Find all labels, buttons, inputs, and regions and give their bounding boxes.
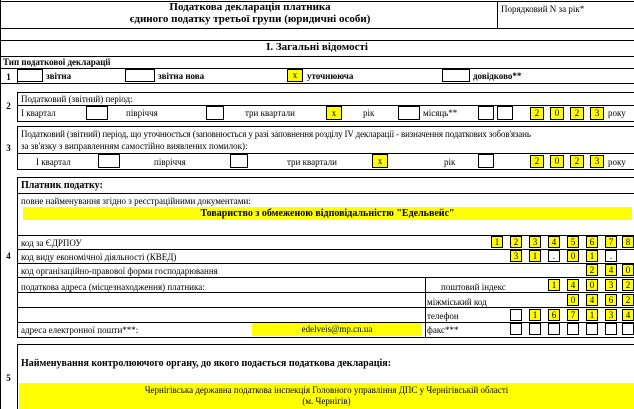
intercity-digit[interactable]: 4 [586, 294, 598, 306]
kved-digit[interactable]: . [548, 250, 560, 262]
phone-digit[interactable]: 6 [548, 309, 560, 321]
period-label: Податковий (звітний) період: [21, 94, 133, 104]
postal-code-label: поштовий індекс [441, 282, 506, 292]
clarified-three-quarters: три квартали [287, 157, 337, 167]
period-month: місяць** [423, 108, 458, 118]
koppf-digit[interactable]: 2 [586, 264, 598, 276]
intercity-digit[interactable]: 0 [567, 294, 579, 306]
period-box-month2[interactable] [497, 106, 513, 120]
email-label: адреса електронної пошти***: [21, 325, 139, 335]
period-half-year: півріччя [126, 108, 158, 118]
koppf-digit[interactable]: 0 [622, 264, 634, 276]
kved-digit[interactable]: 3 [510, 250, 522, 262]
edrpou-digit[interactable]: 1 [491, 236, 503, 248]
year-label: року [608, 157, 626, 167]
company-name-field[interactable]: Товариство з обмеженою відповідальністю "Едельвейс" [23, 207, 632, 220]
clarified-q1: I квартал [36, 157, 71, 167]
row-number-5: 5 [6, 373, 11, 383]
option-clarifying: уточнююча [307, 71, 354, 81]
declaration-type-box-clarifying[interactable]: х [287, 69, 303, 82]
option-reference: довідково** [473, 71, 522, 81]
year-digit[interactable]: 3 [590, 155, 604, 168]
taxpayer-title: Платник податку: [21, 180, 103, 191]
email-field[interactable]: edelveis@mp.cn.ua [252, 323, 422, 336]
fax-digit[interactable] [529, 323, 541, 335]
edrpou-digit[interactable]: 5 [567, 236, 579, 248]
koppf-digit[interactable]: 4 [605, 264, 617, 276]
period-box-three-quarters[interactable]: х [326, 106, 342, 120]
year-digit[interactable]: 2 [530, 155, 544, 168]
kved-digit[interactable]: 1 [529, 250, 541, 262]
intercity-digit[interactable]: 2 [622, 294, 634, 306]
clarified-box-q1[interactable] [98, 154, 120, 168]
declaration-type-box-new[interactable] [125, 69, 155, 82]
edrpou-digit[interactable]: 7 [605, 236, 617, 248]
phone-digit[interactable]: 7 [567, 309, 579, 321]
clarified-period-text-1: Податковий (звітний) період, що уточнюється (заповнюється у разі заповнення розділу IV декларації - визначення податкових зобов'язань [21, 129, 531, 139]
edrpou-digit[interactable]: 3 [529, 236, 541, 248]
edrpou-digit[interactable]: 4 [548, 236, 560, 248]
intercity-digit[interactable]: 6 [605, 294, 617, 306]
row-number-2: 2 [6, 101, 11, 111]
authority-title: Найменування контролюючого органу, до якого подається податкова декларація: [21, 358, 392, 369]
phone-digit[interactable]: 4 [622, 309, 634, 321]
clarified-year: рік [444, 157, 456, 167]
fax-digit[interactable] [622, 323, 634, 335]
edrpou-digit[interactable]: 8 [622, 236, 634, 248]
option-reporting-new: звітна нова [158, 71, 205, 81]
declaration-type-label: Тип податкової декларації [3, 57, 111, 67]
phone-digit[interactable]: 3 [605, 309, 617, 321]
postal-digit[interactable]: 2 [622, 279, 634, 291]
period-year: рік [363, 108, 375, 118]
period-box-month[interactable] [478, 106, 494, 120]
form-title-line2: єдиного податку третьої групи (юридичні особи) [129, 13, 371, 25]
fullname-label: повне найменування згідно з реєстраційними документами: [21, 196, 251, 206]
fax-digit[interactable] [510, 323, 522, 335]
phone-digit[interactable]: 1 [529, 309, 541, 321]
serial-number-label: Порядковий N за рік* [501, 4, 585, 14]
period-box-q1[interactable] [86, 106, 108, 120]
clarified-box-half-year[interactable] [230, 154, 248, 168]
declaration-type-box-reporting[interactable] [17, 69, 43, 82]
koppf-label: код організаційно-правової форми господарювання [21, 266, 218, 276]
postal-digit[interactable]: 4 [567, 279, 579, 291]
row-number-3: 3 [6, 143, 11, 153]
period-q1: I квартал [21, 108, 56, 118]
fax-label: факс*** [427, 325, 459, 335]
phone-digit-empty[interactable] [510, 309, 522, 321]
kved-digit[interactable]: . [605, 250, 617, 262]
year-digit[interactable]: 0 [550, 107, 564, 120]
declaration-type-box-reference[interactable] [442, 69, 470, 82]
period-three-quarters: три квартали [245, 108, 295, 118]
fax-digit[interactable] [605, 323, 617, 335]
authority-line2: (м. Чернігів) [302, 396, 351, 406]
row-number-1: 1 [6, 72, 11, 82]
kved-digit[interactable]: 0 [567, 250, 579, 262]
fax-digit[interactable] [548, 323, 560, 335]
year-digit[interactable]: 3 [590, 107, 604, 120]
phone-label: телефон [427, 311, 459, 321]
fax-digit[interactable] [567, 323, 579, 335]
row-number-4: 4 [6, 251, 11, 261]
fax-digit[interactable] [586, 323, 598, 335]
serial-number-field[interactable] [598, 2, 632, 26]
period-box-year[interactable] [398, 106, 420, 120]
year-digit[interactable]: 2 [530, 107, 544, 120]
year-digit[interactable]: 2 [570, 155, 584, 168]
postal-digit[interactable]: 3 [605, 279, 617, 291]
postal-digit[interactable]: 1 [548, 279, 560, 291]
edrpou-label: код за ЄДРПОУ [21, 238, 82, 248]
kved-digit[interactable]: 1 [586, 250, 598, 262]
year-digit[interactable]: 0 [550, 155, 564, 168]
authority-line1: Чернігівська державна податкова інспекція Головного управління ДПС у Чернігівській області [144, 385, 509, 395]
postal-digit[interactable]: 0 [586, 279, 598, 291]
clarified-box-three-quarters[interactable]: х [372, 154, 388, 168]
phone-digit[interactable]: 1 [586, 309, 598, 321]
clarified-half-year: півріччя [154, 157, 186, 167]
year-digit[interactable]: 2 [570, 107, 584, 120]
section-title: І. Загальні відомості [266, 41, 368, 53]
intercity-code-label: міжміський код [427, 297, 487, 307]
address-label: податкова адреса (місцезнаходження) платника: [21, 282, 205, 292]
kved-label: код виду економічної діяльності (КВЕД) [21, 252, 177, 262]
option-reporting: звітна [46, 71, 72, 81]
clarified-period-text-2: за зв'язку з виправленням самостійно виявлених помилок): [21, 141, 248, 151]
period-box-half-year[interactable] [206, 106, 224, 120]
year-label: року [608, 108, 626, 118]
form-title-line1: Податкова декларація платника [169, 1, 331, 13]
edrpou-digit[interactable]: 6 [586, 236, 598, 248]
clarified-box-year[interactable] [478, 154, 494, 168]
edrpou-digit[interactable]: 2 [510, 236, 522, 248]
